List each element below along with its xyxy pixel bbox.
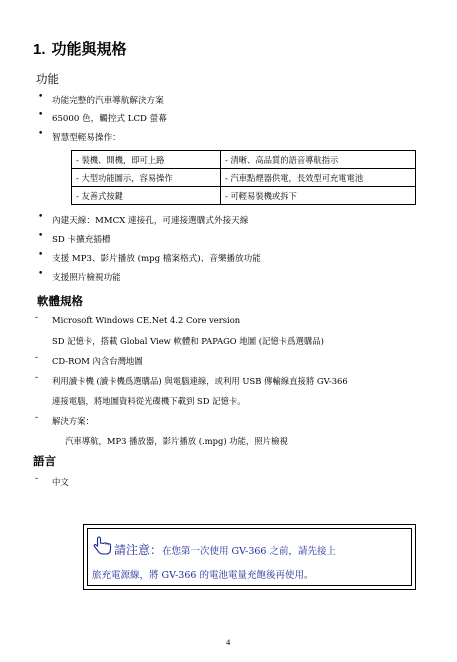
software-line: 利用讀卡機 (讀卡機爲選購品) 與電腦連線，或利用 USB 傳輸線直接將 GV-366 <box>52 376 348 386</box>
table-cell: - 清晰、高品質的語音導航指示 <box>221 151 416 169</box>
bullet-dot: • <box>38 269 44 279</box>
note-text-2: 旅充電源線，將 GV-366 的電池電量充飽後再使用。 <box>92 570 314 581</box>
feature-bullet: 智慧型輕易操作： <box>52 133 121 143</box>
bullet-dot: • <box>38 110 44 120</box>
dash-marker: - <box>35 413 39 423</box>
feature-bullet: 內建天線：MMCX 連接孔，可連接選購式外接天線 <box>52 216 249 226</box>
language-line: 中文 <box>52 477 69 487</box>
section-title: 功能與規格 <box>51 40 127 58</box>
table-cell: - 可輕易裝機或拆下 <box>221 187 416 205</box>
bullet-dot: • <box>38 92 44 102</box>
table-cell: - 裝機、開機，即可上路 <box>72 151 221 169</box>
table-row <box>72 151 416 169</box>
table-cell: - 友善式按鍵 <box>72 187 221 205</box>
feature-bullet: SD 卡擴充插槽 <box>52 235 111 245</box>
software-line: 解決方案： <box>52 416 94 426</box>
bullet-dot: • <box>38 212 44 222</box>
feature-bullet: 功能完整的汽車導航解決方案 <box>52 96 164 106</box>
note-title: 請注意： <box>114 543 163 557</box>
bullet-dot: • <box>38 231 44 241</box>
software-line: 汽車導航，MP3 播放器，影片播放 (.mpg) 功能，照片檢視 <box>65 436 288 446</box>
note-box <box>83 524 416 590</box>
feature-bullet: 支援照片檢視功能 <box>52 273 121 283</box>
table-row <box>72 187 416 205</box>
section-heading <box>33 38 127 59</box>
software-line: 連接電腦，將地圖資料從光碟機下載到 SD 記憶卡。 <box>52 396 246 406</box>
bullet-dot: • <box>38 129 44 139</box>
section-number: 1. <box>33 41 46 58</box>
pointing-hand-icon <box>93 535 113 557</box>
dash-marker: - <box>35 313 39 323</box>
software-line: CD-ROM 內含台灣地圖 <box>52 356 143 366</box>
feature-bullet: 65000 色，觸控式 LCD 螢幕 <box>52 114 167 124</box>
feature-bullet: 支援 MP3、影片播放 (mpg 檔案格式)、音樂播放功能 <box>52 254 261 264</box>
features-heading: 功能 <box>36 72 59 86</box>
table-cell: - 大型功能圖示，容易操作 <box>72 169 221 187</box>
page-number: 4 <box>226 637 231 647</box>
table-cell: - 汽車點煙器供電，長效型可充電電池 <box>221 169 416 187</box>
dash-marker: - <box>35 474 39 484</box>
table-row <box>72 169 416 187</box>
language-heading: 語言 <box>33 454 56 468</box>
software-line: Microsoft Windows CE.Net 4.2 Core version <box>52 315 241 325</box>
note-text-1: 在您第一次使用 GV-366 之前，請先接上 <box>162 546 336 557</box>
software-line: SD 記憶卡，搭載 Global View 軟體和 PAPAGO 地圖 (記憶卡爲選購品) <box>52 336 324 346</box>
dash-marker: - <box>35 353 39 363</box>
software-heading: 軟體規格 <box>37 294 83 308</box>
dash-marker: - <box>35 373 39 383</box>
feature-table <box>71 150 416 205</box>
bullet-dot: • <box>38 250 44 260</box>
note-line-1 <box>114 539 336 558</box>
